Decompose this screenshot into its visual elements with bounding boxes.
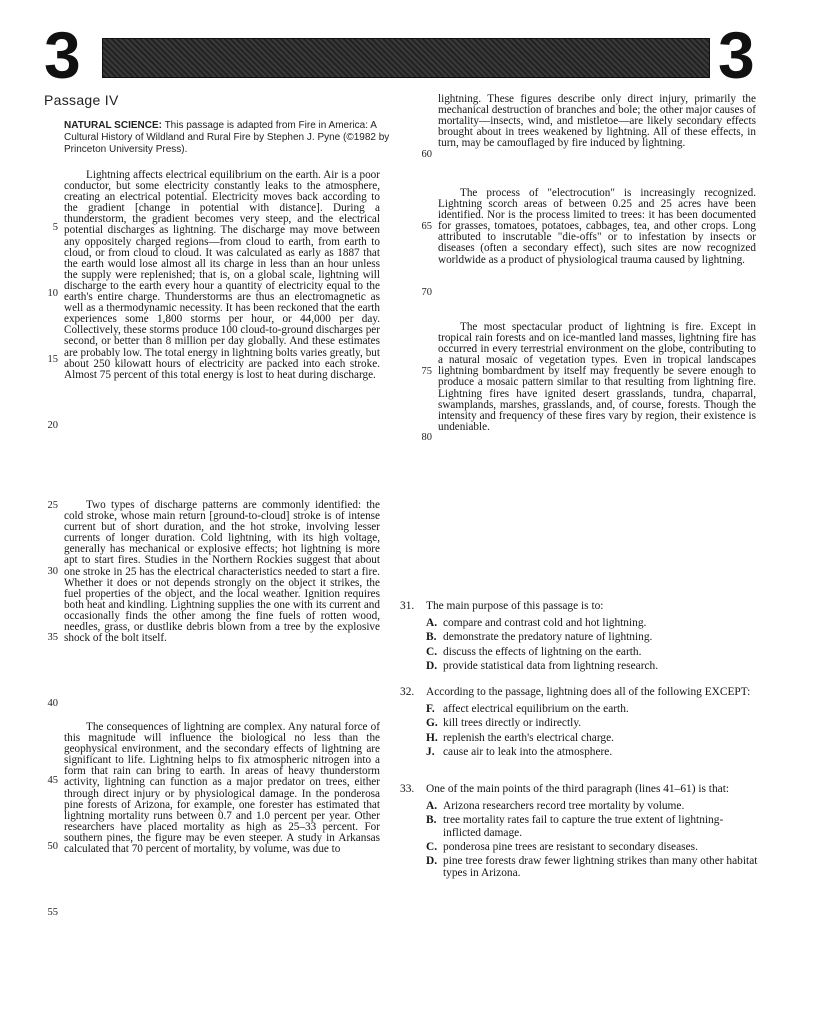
line-number: 45 [47,775,58,786]
line-number: 40 [47,698,58,709]
answer-option[interactable] [426,732,760,744]
passage-paragraph-5 [438,322,756,433]
question-33 [400,783,760,879]
line-number: 75 [421,366,432,377]
option-letter: D. [426,855,438,868]
line-number: 25 [47,500,58,511]
option-text: demonstrate the predatory nature of lightning. [443,631,653,644]
option-text: affect electrical equilibrium on the earth. [443,703,629,716]
line-number: 20 [47,420,58,431]
section-number-right: 3 [718,18,755,92]
question-31 [400,600,760,672]
answer-option[interactable] [426,703,760,715]
option-letter: B. [426,814,437,827]
option-text: replenish the earth's electrical charge. [443,731,615,744]
line-number: 50 [47,841,58,852]
line-number: 80 [421,432,432,443]
passage-paragraph-3 [64,722,380,855]
line-number: 15 [47,354,58,365]
question-stem: The main purpose of this passage is to: [426,600,604,612]
passage-paragraph-4 [438,188,756,266]
line-number: 10 [47,288,58,299]
paragraph-text: lightning. These figures describe only direct injury, primarily the mechanical destruction of branches and bole; the other major causes of mortality—insects, wind, and mistletoe—are likely secondary effects brought about in trees weakened by lightning. All of these effects, in turn, may be camouflaged by fire induced by lightning. [438,93,756,150]
answer-option[interactable] [426,841,760,853]
option-text: discuss the effects of lightning on the earth. [443,645,642,658]
option-letter: J. [426,745,435,758]
answer-option[interactable] [426,800,760,812]
question-number: 31. [400,600,415,612]
option-text: compare and contrast cold and hot lightning. [443,617,647,630]
answer-option[interactable] [426,717,760,729]
intro-text: This passage is adapted from Fire in America: A Cultural History of Wildland and Rural Fire by Stephen J. Pyne (©1982 by Princeton University Press). [64,120,390,155]
passage-paragraph-1 [64,170,380,381]
line-number: 30 [47,566,58,577]
line-number: 5 [52,222,58,233]
answer-option[interactable] [426,814,760,838]
question-stem: One of the main points of the third paragraph (lines 41–61) is that: [426,783,730,795]
passage-paragraph-2 [64,500,380,644]
option-text: provide statistical data from lightning research. [443,659,659,672]
option-text: kill trees directly or indirectly. [443,717,582,730]
paragraph-text: The process of "electrocution" is increasingly recognized. Lightning scorch areas of between 0.25 and 25 acres have been identified. Nor is the process limited to trees: it has been documented for grasses, tomatoes, potatoes, cabbages, tea, and other crops. Long attributed to inscrutable "die-offs" or to infestation by insects or diseases (often a secondary effect), such sites are now recognized worldwide as a product of physiological trauma caused by lightning. [438,187,756,266]
line-number: 35 [47,632,58,643]
question-number: 33. [400,783,415,795]
option-letter: G. [426,717,438,730]
line-number: 60 [421,149,432,160]
option-text: pine tree forests draw fewer lightning strikes than many other habitat types in Arizona. [443,855,758,880]
passage-paragraph-3-continued [438,94,756,149]
paragraph-text: Two types of discharge patterns are commonly identified: the cold stroke, whose main return [ground-to-cloud] stroke is of intense current but of short duration, and the hot stroke, involving lesser currents of longer duration. Cold lightning, with its high voltage, generally has mechanical or explosive effects; hot lightning is more apt to start fires. Studies in the Northern Rockies suggest that about one stroke in 25 has the electrical characteristics needed to start a fire. Whether it does or not depends strongly on the object it strikes, the fuel properties of the object, and the local weather. Ignition requires both heat and kindling. Lightning supplies the one with its current and occasionally finds the other among the fine fuels of rotten wood, needles, grass, or dustlike debris blown from a tree by the explosive shock of the bolt itself. [64,499,380,645]
answer-option[interactable] [426,617,760,629]
paragraph-text: Lightning affects electrical equilibrium on the earth. Air is a poor conductor, but some electricity constantly leaks to the atmosphere, creating an electrical potential. Electricity moves back according to the gradient [change in potential with distance]. During a thunderstorm, the gradient becomes very steep, and the electrical potential discharges as lightning. The discharge may move between any oppositely charged regions—from cloud to earth, from earth to cloud, or from cloud to cloud. It was calculated as early as 1887 that the earth would lose almost all its charge in less than an hour unless the supply were replenished; that is, on a global scale, lightning will discharge to the earth every hour a quantity of electricity equal to the earth's entire charge. Thunderstorms are thus an electromagnetic as well as a thermodynamic necessity. It has been reckoned that the earth experiences some 1,800 storms per hour, or 44,000 per day. Collectively, these storms produce 100 cloud-to-ground discharges per second, or better than 8 million per day globally. And these estimates are probably low. The total energy in lightning bolts varies greatly, but about 250 kilowatt hours of electricity are packed into each stroke. Almost 75 percent of this total energy is lost to heat during discharge. [64,169,380,381]
option-letter: H. [426,731,438,744]
option-text: tree mortality rates fail to capture the true extent of lightning-inflicted damage. [443,814,724,839]
section-number-left: 3 [44,18,81,92]
option-letter: C. [426,645,438,658]
option-letter: A. [426,800,438,813]
passage-title: Passage IV [44,92,119,108]
header-bar [102,38,710,78]
line-number: 65 [421,221,432,232]
option-text: ponderosa pine trees are resistant to secondary diseases. [443,840,698,853]
answer-option[interactable] [426,855,760,879]
intro-label: NATURAL SCIENCE: [64,120,162,131]
option-letter: A. [426,617,438,630]
option-letter: C. [426,840,438,853]
answer-option[interactable] [426,660,760,672]
answer-option[interactable] [426,646,760,658]
option-text: cause air to leak into the atmosphere. [443,745,613,758]
question-number: 32. [400,686,415,698]
line-number: 70 [421,287,432,298]
option-text: Arizona researchers record tree mortality by volume. [443,800,685,813]
line-number: 55 [47,907,58,918]
answer-option[interactable] [426,746,760,758]
option-letter: B. [426,631,437,644]
paragraph-text: The most spectacular product of lightning is fire. Except in tropical rain forests and on ice-mantled land masses, lightning fire has occurred in every terrestrial environment on the globe, contributing to a natural mosaic of vegetation types. Even in tropical landscapes lightning bombardment by itself may frequently be severe enough to produce a mosaic pattern similar to that resulting from lightning fire. Lightning fires have ignited desert grasslands, tundra, chaparral, swamplands, marshes, grasslands, and, of course, forests. Though the intensity and frequency of these fires vary by region, their existence is undeniable. [438,321,756,433]
option-letter: F. [426,703,435,716]
paragraph-text: The consequences of lightning are complex. Any natural force of this magnitude will influence the biological no less than the geophysical environment, and the secondary effects of lightning are significant to life. Lightning helps to fix atmospheric nitrogen into a form that rain can bring to earth. In areas of heavy thunderstorm activity, lightning can function as a major predator on trees, either through direct injury or by physiological damage. In the ponderosa pine forests of Arizona, for example, one forester has estimated that lightning mortality runs between 0.7 and 1.0 percent per year. Other researchers have placed mortality as high as 25–33 percent. For southern pines, the figure may be even steeper. A study in Arkansas calculated that 70 percent of mortality, by volume, was due to [64,721,380,856]
question-stem: According to the passage, lightning does all of the following EXCEPT: [426,686,751,698]
answer-option[interactable] [426,631,760,643]
passage-intro [64,120,394,156]
question-32 [400,686,760,758]
option-letter: D. [426,659,438,672]
